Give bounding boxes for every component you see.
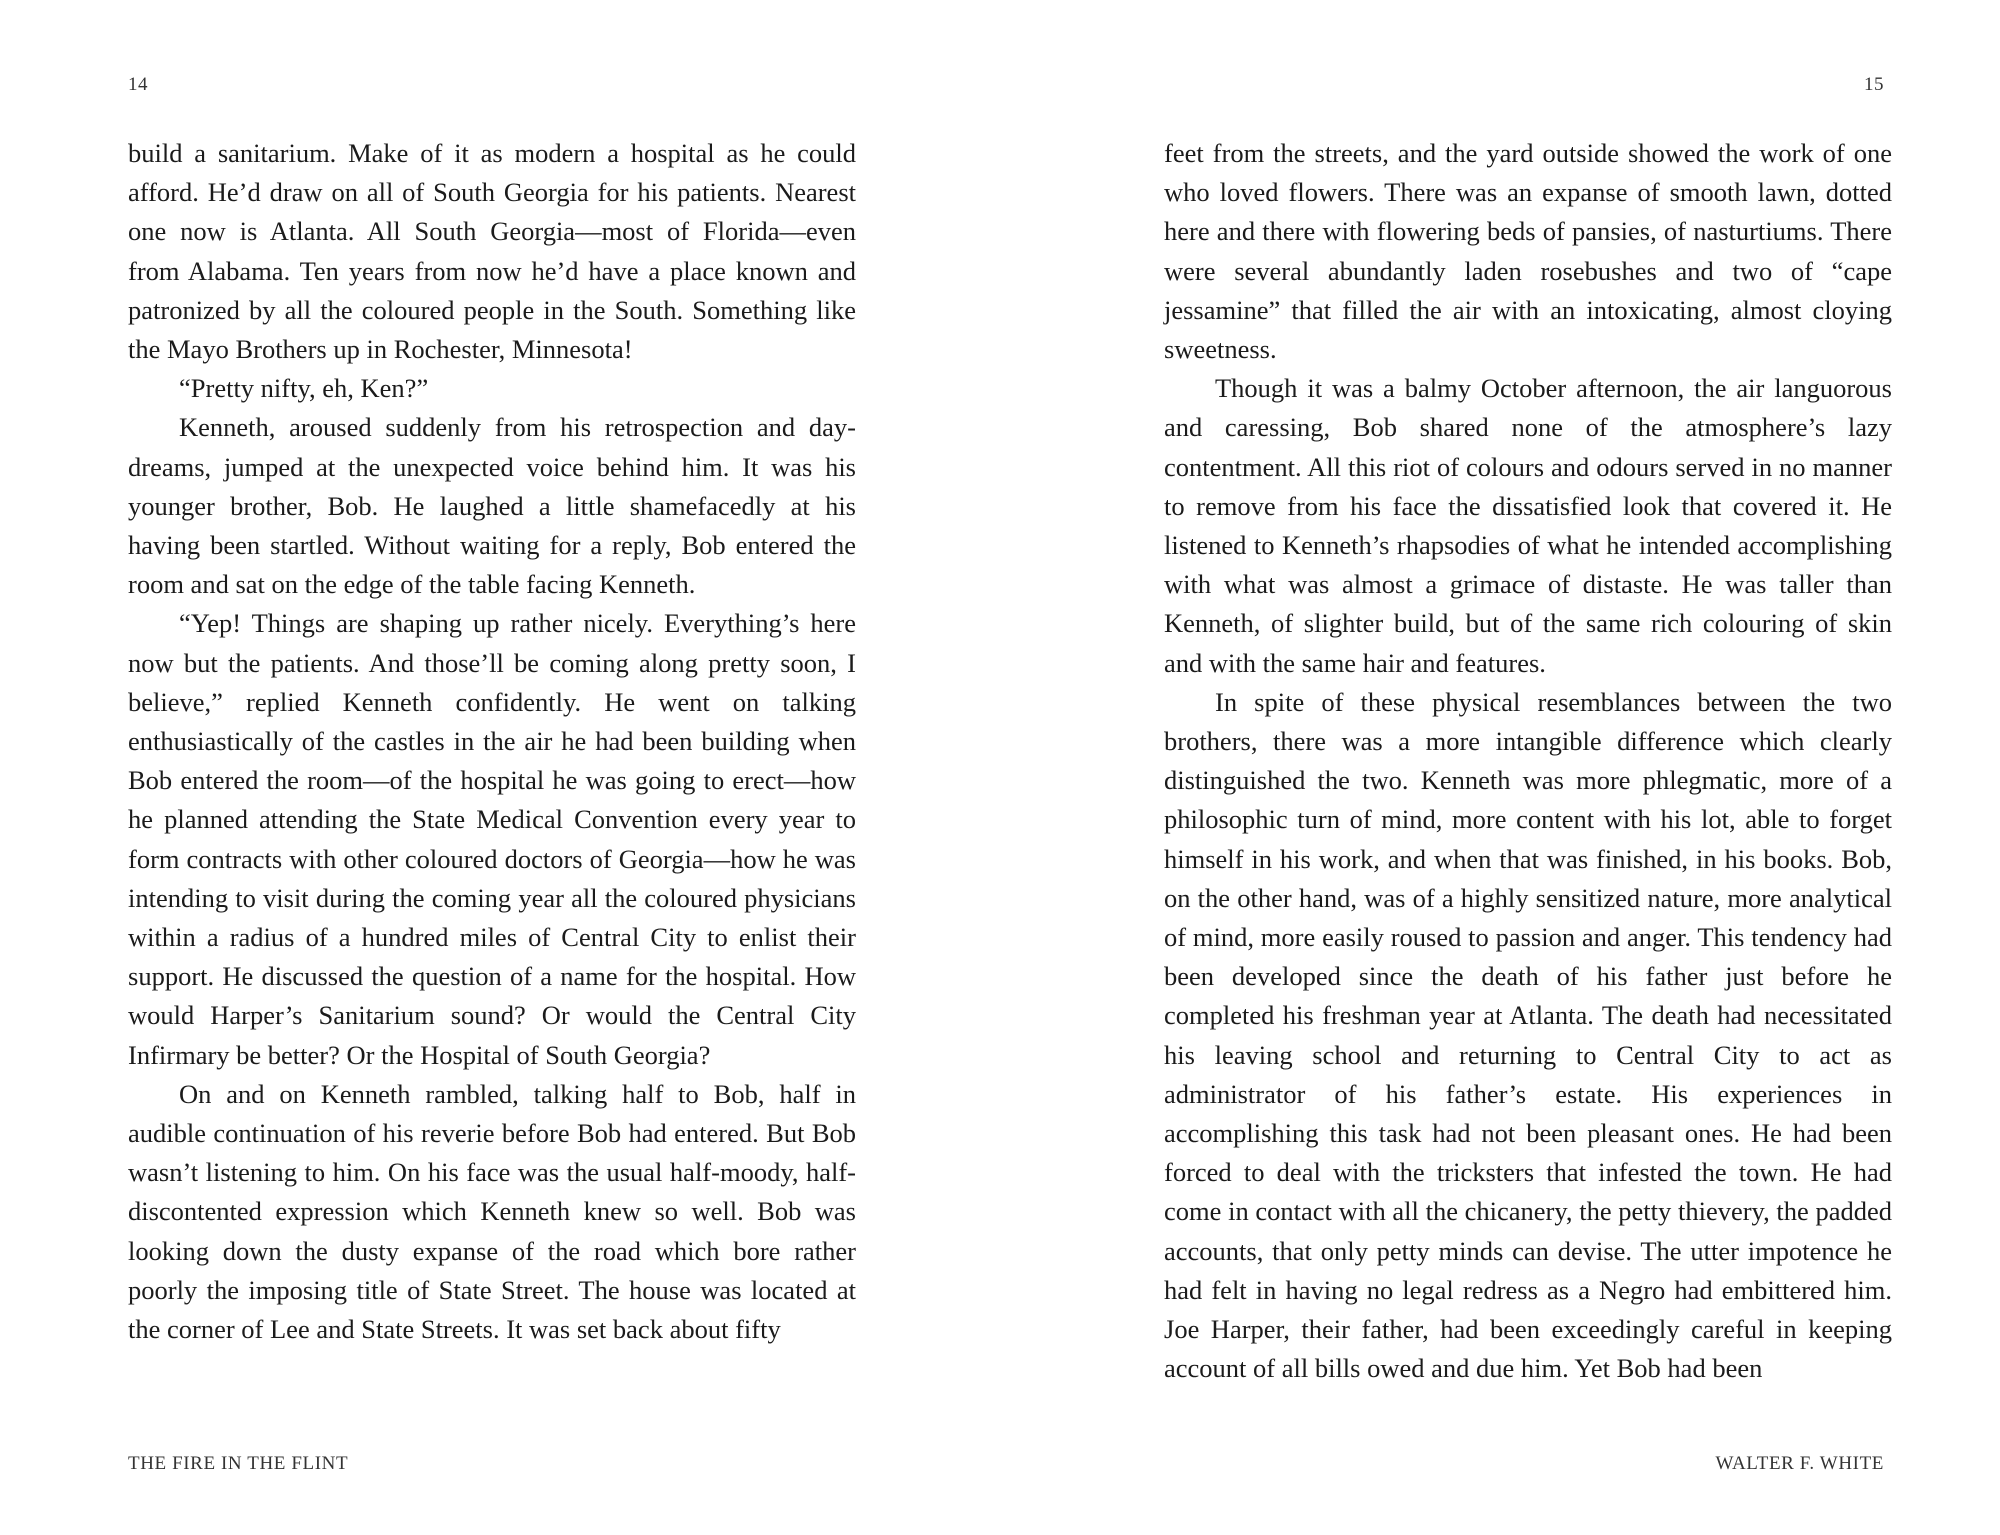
book-title-footer: THE FIRE IN THE FLINT: [128, 1453, 349, 1474]
page-number-left: 14: [128, 74, 148, 95]
page-number-right: 15: [1864, 74, 1884, 95]
paragraph: build a sanitarium. Make of it as modern a hospital as he could afford. He’d draw on all of South Georgia for his patients. Nearest one now is Atlanta. All South Georgia—most of Florida—even from Alabama. Ten years from now he’d have a place known and patronized by all the coloured people in the South. Something like the Mayo Brothers up in Rochester, Minnesota!: [128, 138, 856, 365]
left-page-body: [128, 134, 856, 1349]
paragraph: “Yep! Things are shaping up rather nicely. Everything’s here now but the patients. And those’ll be coming along pretty soon, I believe,” replied Kenneth confidently. He went on talking enthusiastically of the castles in the air he had been building when Bob entered the room—of the hospital he was going to erect—how he planned attending the State Medical Convention every year to form contracts with other coloured doctors of Georgia—how he was intending to visit during the coming year all the coloured physicians within a radius of a hundred miles of Central City to enlist their support. He discussed the question of a name for the hospital. How would Harper’s Sanitarium sound? Or would the Central City Infirmary be better? Or the Hospital of South Georgia?: [128, 608, 856, 1070]
paragraph: “Pretty nifty, eh, Ken?”: [179, 373, 429, 404]
paragraph: In spite of these physical resemblances between the two brothers, there was a more intangible difference which clearly distinguished the two. Kenneth was more phlegmatic, more of a philosophic turn of mind, more content with his lot, able to forget himself in his work, and when that was finished, in his books. Bob, on the other hand, was of a highly sensitized nature, more analytical of mind, more easily roused to passion and anger. This tendency had been developed since the death of his father just before he completed his freshman year at Atlanta. The death had necessitated his leaving school and returning to Central City to act as administrator of his father’s estate. His experiences in accomplishing this task had not been pleasant ones. He had been forced to deal with the tricksters that infested the town. He had come in contact with all the chicanery, the petty thievery, the padded accounts, that only petty minds can devise. The utter impotence he had felt in having no legal redress as a Negro had embittered him. Joe Harper, their father, had been exceedingly careful in keeping account of all bills owed and due him. Yet Bob had been: [1164, 686, 1892, 1384]
paragraph: Though it was a balmy October afternoon, the air languorous and caressing, Bob shared none of the atmosphere’s lazy contentment. All this riot of colours and odours served in no manner to remove from his face the dissatisfied look that covered it. He listened to Kenneth’s rhapsodies of what he intended accomplishing with what was almost a grimace of distaste. He was taller than Kenneth, of slighter build, but of the same rich colouring of skin and with the same hair and features.: [1164, 373, 1892, 678]
left-page: [128, 0, 868, 1535]
author-name-footer: WALTER F. WHITE: [1715, 1453, 1884, 1474]
paragraph: feet from the streets, and the yard outside showed the work of one who loved flowers. There was an expanse of smooth lawn, dotted here and there with flowering beds of pansies, of nasturtiums. There were several abundantly laden rosebushes and two of “cape jessamine” that filled the air with an intoxicating, almost cloying sweetness.: [1164, 138, 1892, 365]
right-page: [1164, 0, 1904, 1535]
paragraph: Kenneth, aroused suddenly from his retrospection and day-dreams, jumped at the unexpected voice behind him. It was his younger brother, Bob. He laughed a little shamefacedly at his having been startled. Without waiting for a reply, Bob entered the room and sat on the edge of the table facing Kenneth.: [128, 412, 856, 600]
paragraph: On and on Kenneth rambled, talking half to Bob, half in audible continuation of his reverie before Bob had entered. But Bob wasn’t listening to him. On his face was the usual half-moody, half-discontented expression which Kenneth knew so well. Bob was looking down the dusty expanse of the road which bore rather poorly the imposing title of State Street. The house was located at the corner of Lee and State Streets. It was set back about fifty: [128, 1078, 856, 1345]
right-page-body: [1164, 134, 1892, 1389]
